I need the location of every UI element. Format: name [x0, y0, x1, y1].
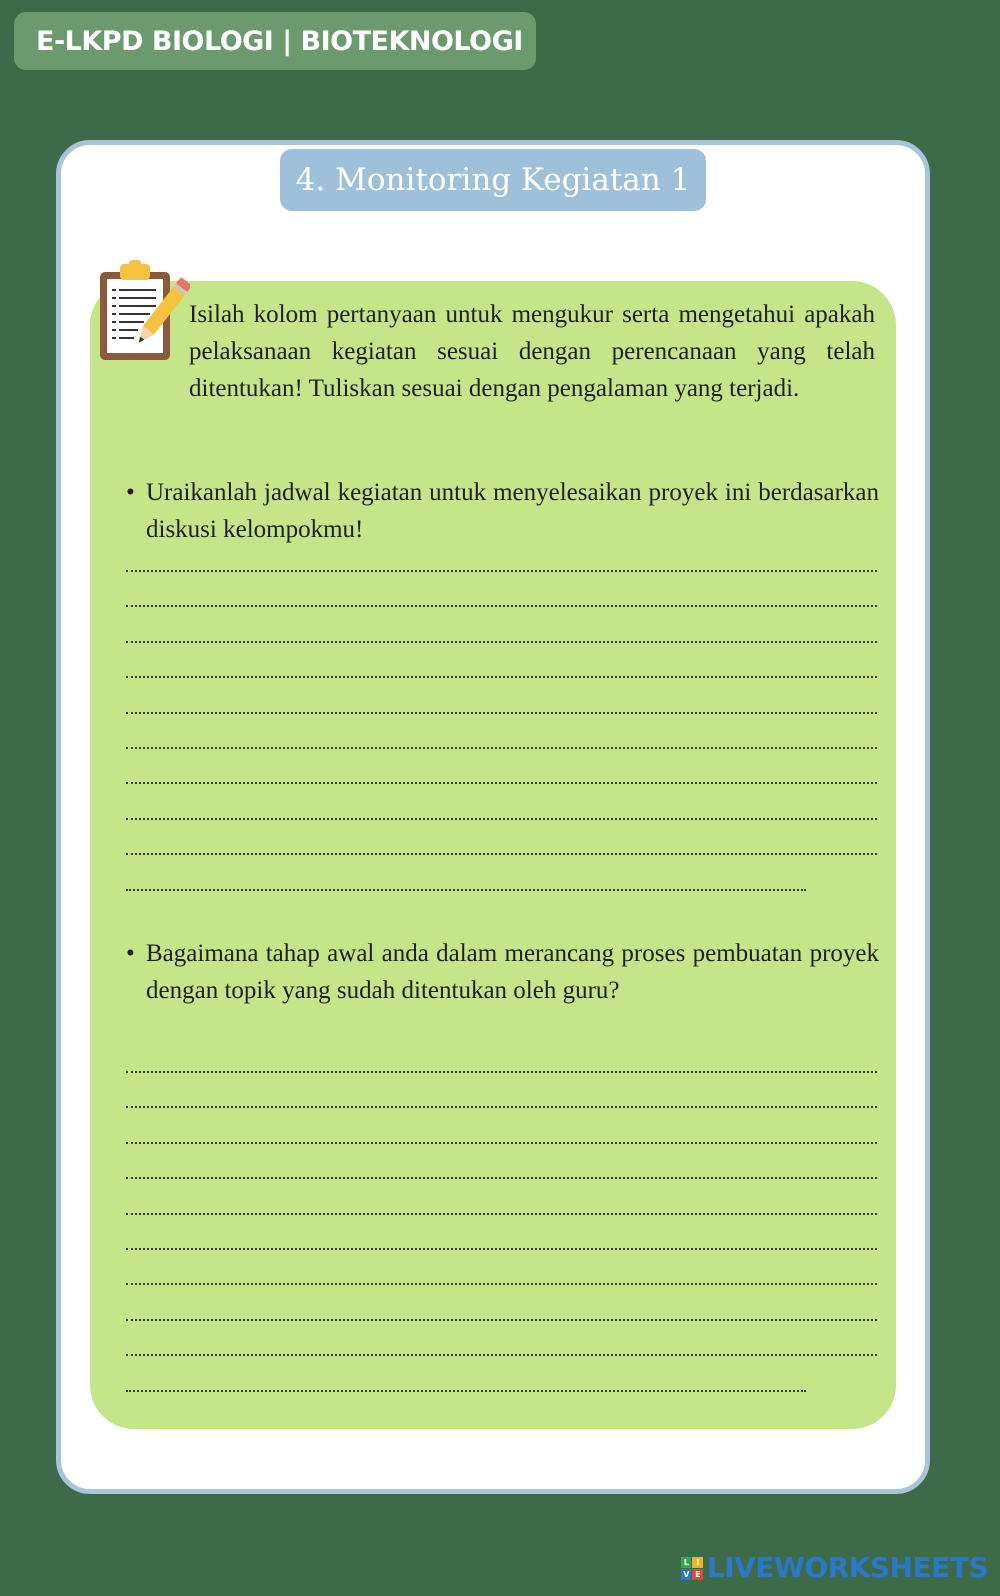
liveworksheets-brand: LIVEWORKSHEETS: [706, 1551, 988, 1584]
question-1: [126, 474, 879, 548]
answer-line: [126, 1177, 877, 1212]
answer-line: [126, 1283, 877, 1318]
answer-line: [126, 712, 877, 747]
answer-line: [126, 747, 877, 782]
answer-line: [126, 782, 877, 817]
header-title: E-LKPD BIOLOGI | BIOTEKNOLOGI: [36, 25, 523, 57]
answer-line: [126, 1354, 877, 1389]
bullet-point: •: [126, 940, 135, 967]
question-2-text: Bagaimana tahap awal anda dalam merancang proses pembuatan proyek dengan topik yang sudah ditentukan oleh guru?: [146, 940, 879, 1004]
liveworksheets-logo[interactable]: [681, 1551, 988, 1584]
answer-line: [126, 641, 877, 676]
answer-line: [126, 605, 877, 640]
answer-line: [126, 1248, 877, 1283]
answer-line: [126, 1106, 877, 1141]
answer-line: [126, 1319, 877, 1354]
answer-line: [126, 1142, 877, 1177]
answer-area-1[interactable]: [126, 570, 877, 924]
answer-line: [126, 818, 877, 853]
question-1-text: Uraikanlah jadwal kegiatan untuk menyelesaikan proyek ini berdasarkan diskusi kelompokmu!: [146, 479, 879, 543]
section-title-text: 4. Monitoring Kegiatan 1: [295, 162, 691, 198]
clipboard-pencil-icon: [98, 260, 190, 366]
liveworksheets-logo-icon: L I V E: [681, 1557, 703, 1579]
answer-line: [126, 889, 806, 924]
section-title: [280, 149, 706, 211]
answer-area-2[interactable]: [126, 1071, 877, 1425]
answer-line: [126, 1213, 877, 1248]
answer-line: [126, 853, 877, 888]
answer-line: [126, 1390, 806, 1425]
instructions-text: Isilah kolom pertanyaan untuk mengukur serta mengetahui apakah pelaksanaan kegiatan sesuai dengan perencanaan yang telah ditentukan! Tuliskan sesuai dengan pengalaman yang terjadi.: [189, 301, 875, 402]
answer-line: [126, 1071, 877, 1106]
bullet-point: •: [126, 479, 135, 506]
question-2: [126, 935, 879, 1009]
answer-line: [126, 676, 877, 711]
header-badge: [14, 12, 536, 70]
answer-line: [126, 570, 877, 605]
